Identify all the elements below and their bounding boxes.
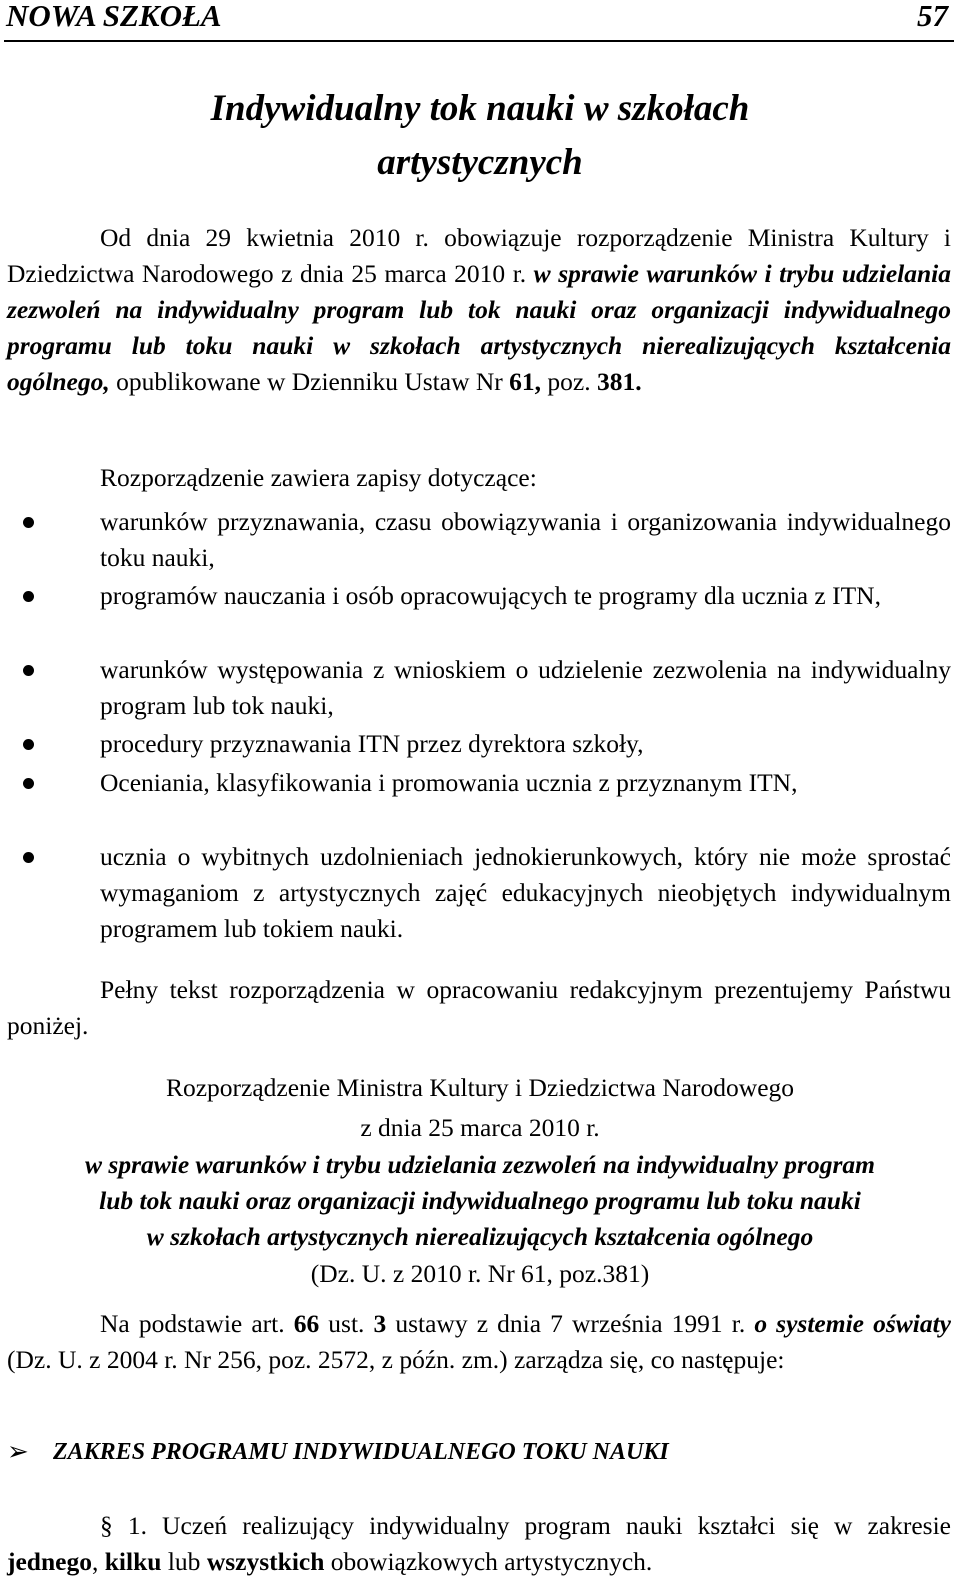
section-heading: ZAKRES PROGRAMU INDYWIDUALNEGO TOKU NAUKI xyxy=(53,1439,669,1465)
legal-basis-paragraph: Na podstawie art. 66 ust. 3 ustawy z dnia 7 września 1991 r. o systemie oświaty (Dz. U. z 2004 r. Nr 256, poz. 2572, z późn. zm.) zarządza się, co następuje: xyxy=(7,1309,951,1374)
list-item: programów nauczania i osób opracowujących te programy dla ucznia z ITN, xyxy=(100,578,951,614)
list-intro: Rozporządzenie zawiera zapisy dotyczące: xyxy=(100,463,537,492)
journal-name: NOWA SZKOŁA xyxy=(6,0,222,33)
bullet-icon xyxy=(23,778,34,789)
article-title-line-2: artystycznych xyxy=(377,142,583,183)
intro-number: 61, xyxy=(509,367,542,396)
section-number: 3 xyxy=(373,1309,387,1338)
bullet-icon xyxy=(23,852,34,863)
list-item: procedury przyznawania ITN przez dyrektora szkoły, xyxy=(100,726,951,762)
bullet-icon xyxy=(23,665,34,676)
act-name: o systemie oświaty xyxy=(754,1309,951,1338)
bullet-icon xyxy=(23,739,34,750)
intro-regulation-title: w sprawie warunków i trybu udzielania zezwoleń na indywidualny program lub tok nauki oraz organizacji indywidualnego programu lub toku nauki w szkołach artystycznych nierealizujących kształcenia ogólnego, xyxy=(7,259,951,396)
article-title-line-1: Indywidualny tok nauki w szkołach xyxy=(210,88,750,129)
regulation-title-line-1: w sprawie warunków i trybu udzielania zezwoleń na indywidualny program xyxy=(85,1150,875,1179)
regulation-title-line-3: w szkołach artystycznych nierealizujących kształcenia ogólnego xyxy=(146,1222,814,1251)
intro-text-a: Od dnia 29 kwietnia 2010 r. obowiązuje rozporządzenie Ministra Kultury i Dziedzictwa Narodowego z dnia 25 marca 2010 r. xyxy=(7,223,951,288)
list-item: warunków przyznawania, czasu obowiązywania i organizowania indywidualnego toku nauki, xyxy=(100,504,951,576)
list-item: Oceniania, klasyfikowania i promowania ucznia z przyznanym ITN, xyxy=(100,765,951,801)
page-number: 57 xyxy=(917,0,948,33)
intro-text-c: opublikowane w Dzienniku Ustaw Nr xyxy=(109,367,510,396)
regulation-title-line-2: lub tok nauki oraz organizacji indywidualnego programu lub toku nauki xyxy=(99,1186,861,1215)
bullet-icon xyxy=(23,591,34,602)
article-number: 66 xyxy=(293,1309,320,1338)
full-text-note: Pełny tekst rozporządzenia w opracowaniu redakcyjnym prezentujemy Państwu poniżej. xyxy=(7,975,951,1040)
intro-position: 381. xyxy=(596,367,642,396)
intro-paragraph xyxy=(7,220,951,400)
paragraph-number: § 1. xyxy=(100,1511,147,1540)
list-item: ucznia o wybitnych uzdolnieniach jednokierunkowych, który nie może sprostać wymaganiom z artystycznych zajęć edukacyjnych nieobjętych indywidualnym programem lub tokiem nauki. xyxy=(100,839,951,947)
page-header xyxy=(4,0,954,42)
paragraph-1: § 1. Uczeń realizujący indywidualny program nauki kształci się w zakresie jednego, kilku lub wszystkich obowiązkowych artystycznych. xyxy=(7,1511,951,1576)
regulation-heading: Rozporządzenie Ministra Kultury i Dziedzictwa Narodowego xyxy=(165,1073,795,1102)
intro-text-e: poz. xyxy=(541,367,597,396)
regulation-reference: (Dz. U. z 2010 r. Nr 61, poz.381) xyxy=(310,1259,650,1288)
list-item: warunków występowania z wnioskiem o udzielenie zezwolenia na indywidualny program lub tok nauki, xyxy=(100,652,951,724)
bullet-icon xyxy=(23,517,34,528)
arrow-bullet-icon: ➢ xyxy=(7,1437,29,1466)
regulation-date: z dnia 25 marca 2010 r. xyxy=(360,1113,600,1142)
